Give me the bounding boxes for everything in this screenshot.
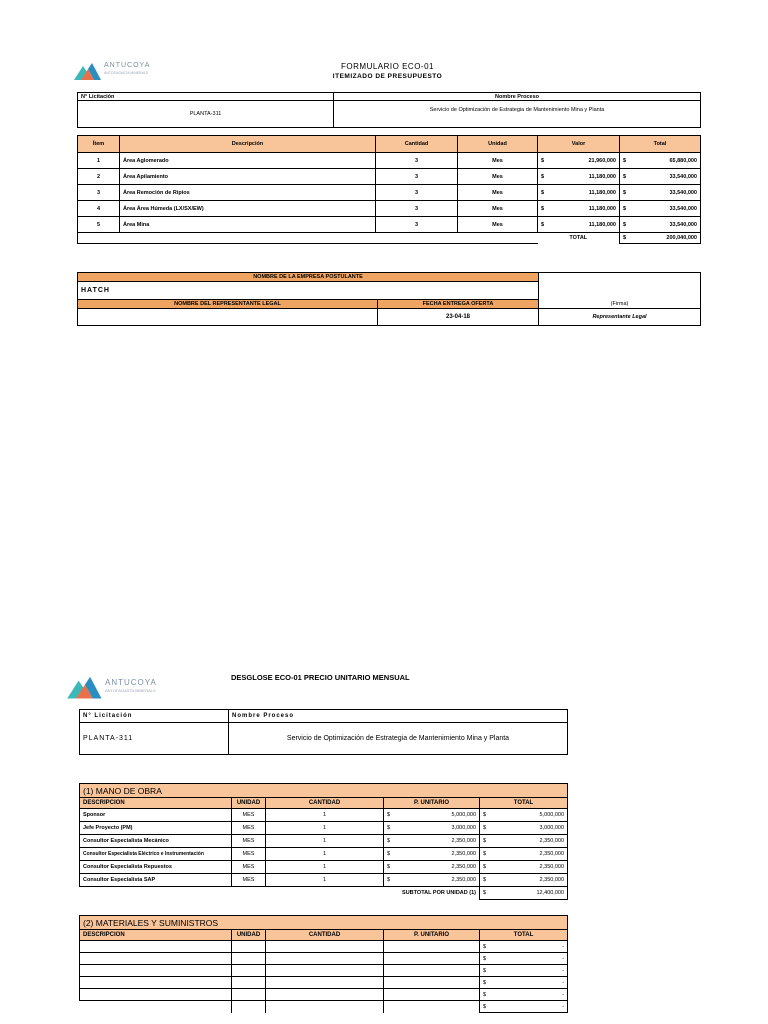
row-qty: 3 <box>376 201 458 217</box>
row-desc: Área Área Húmeda (LX/SX/EW) <box>120 201 376 217</box>
empresa-value: HATCH <box>78 282 539 300</box>
antucoya-logo-icon <box>67 673 103 701</box>
row-total: - <box>562 1003 565 1010</box>
licitacion-value: PLANTA-311 <box>78 101 334 128</box>
fecha-label: FECHA ENTREGA OFERTA <box>378 300 539 309</box>
row-qty: 1 <box>266 809 384 822</box>
row-qty: 1 <box>266 848 384 861</box>
row-qty: 1 <box>266 861 384 874</box>
header-unidad: UNIDAD <box>232 798 266 809</box>
row-total: 5,000,000 <box>539 812 565 818</box>
row-total: 33,540,000 <box>669 205 697 212</box>
row-pu: 5,000,000 <box>451 812 476 818</box>
row-desc: Jefe Proyecto (PM) <box>80 822 232 835</box>
currency-symbol: $ <box>623 173 627 180</box>
header-descripcion: Descripción <box>120 136 376 153</box>
proceso-label: Nombre Proceso <box>334 93 701 101</box>
table-row <box>78 201 701 217</box>
row-desc: Consultor Especialista Eléctrico e Instrumentación <box>80 848 232 861</box>
row-total: - <box>562 991 565 998</box>
total-label: TOTAL <box>538 233 620 244</box>
row-unit: Mes <box>458 185 538 201</box>
currency-symbol: $ <box>483 955 487 962</box>
logo-name: ANTUCOYA <box>105 678 157 687</box>
row-valor: 21,960,000 <box>588 157 616 164</box>
rep-value <box>78 309 378 326</box>
currency-symbol: $ <box>541 189 545 196</box>
header-total: TOTAL <box>480 798 568 809</box>
licitacion-table <box>77 92 701 128</box>
header-total: TOTAL <box>480 930 568 941</box>
row-qty: 3 <box>376 169 458 185</box>
row-unit: Mes <box>458 201 538 217</box>
currency-symbol: $ <box>623 157 627 164</box>
currency-symbol: $ <box>387 825 391 831</box>
row-total: 65,880,000 <box>669 157 697 164</box>
header-cantidad: Cantidad <box>376 136 458 153</box>
antucoya-logo-icon <box>74 60 102 82</box>
row-desc: Área Remoción de Ripios <box>120 185 376 201</box>
currency-symbol: $ <box>483 967 487 974</box>
empresa-table <box>77 272 701 326</box>
header-cantidad: CANTIDAD <box>266 798 384 809</box>
table-row <box>80 953 568 965</box>
mano-obra-header-row <box>80 798 568 809</box>
table-row <box>80 1001 568 1013</box>
table-row <box>80 861 568 874</box>
currency-symbol: $ <box>483 979 487 986</box>
row-unit: MES <box>232 874 266 887</box>
desglose-licitacion-table <box>79 709 568 755</box>
row-unit: MES <box>232 861 266 874</box>
row-desc: Área Mina <box>120 217 376 233</box>
row-item: 3 <box>78 185 120 201</box>
logo-name: ANTUCOYA <box>104 62 151 69</box>
currency-symbol: $ <box>483 838 487 844</box>
header-unidad: Unidad <box>458 136 538 153</box>
currency-symbol: $ <box>541 157 545 164</box>
row-total: - <box>562 955 565 962</box>
rep-label: NOMBRE DEL REPRESENTANTE LEGAL <box>78 300 378 309</box>
row-qty: 3 <box>376 217 458 233</box>
table-row <box>78 217 701 233</box>
currency-symbol: $ <box>387 838 391 844</box>
row-unit: MES <box>232 835 266 848</box>
row-total: - <box>562 967 565 974</box>
currency-symbol: $ <box>541 221 545 228</box>
row-unit: Mes <box>458 169 538 185</box>
empresa-label: NOMBRE DE LA EMPRESA POSTULANTE <box>78 273 539 282</box>
mano-obra-title: (1) MANO DE OBRA <box>80 784 568 798</box>
row-unit: MES <box>232 848 266 861</box>
currency-symbol: $ <box>483 825 487 831</box>
currency-symbol: $ <box>387 851 391 857</box>
licitacion-label: N° Licitación <box>80 710 229 723</box>
currency-symbol: $ <box>483 864 487 870</box>
row-desc: Sponsor <box>80 809 232 822</box>
row-unit: MES <box>232 809 266 822</box>
row-item: 5 <box>78 217 120 233</box>
header-cantidad: CANTIDAD <box>266 930 384 941</box>
header-p-unitario: P. UNITARIO <box>384 930 480 941</box>
currency-symbol: $ <box>387 877 391 883</box>
header-descripcion: DESCRIPCION <box>80 798 232 809</box>
table-row <box>80 989 568 1001</box>
items-table <box>77 135 701 244</box>
row-total: 2,350,000 <box>539 864 565 870</box>
desglose-title: DESGLOSE ECO-01 PRECIO UNITARIO MENSUAL <box>231 673 410 682</box>
row-pu: 2,350,000 <box>451 851 476 857</box>
row-total: 2,350,000 <box>539 877 565 883</box>
total-row <box>78 233 701 244</box>
subtotal-value: 12,400,000 <box>536 890 565 896</box>
proceso-label: Nombre Proceso <box>229 710 568 723</box>
header-item: Ítem <box>78 136 120 153</box>
currency-symbol: $ <box>541 173 545 180</box>
eco01-logo <box>74 60 164 82</box>
table-row <box>80 835 568 848</box>
table-row <box>80 874 568 887</box>
row-total: 2,350,000 <box>539 838 565 844</box>
row-item: 4 <box>78 201 120 217</box>
form-title: FORMULARIO ECO-01 <box>341 62 434 71</box>
total-value: 200,040,000 <box>666 235 697 241</box>
row-total: 33,540,000 <box>669 189 697 196</box>
row-qty: 3 <box>376 185 458 201</box>
table-row <box>80 965 568 977</box>
row-item: 2 <box>78 169 120 185</box>
row-total: 33,540,000 <box>669 173 697 180</box>
row-qty: 1 <box>266 822 384 835</box>
currency-symbol: $ <box>623 221 627 228</box>
row-valor: 11,180,000 <box>588 189 616 196</box>
row-qty: 1 <box>266 874 384 887</box>
row-total: 33,540,000 <box>669 221 697 228</box>
logo-subtitle: ANTOFAGASTA MINERALS <box>104 71 149 75</box>
currency-symbol: $ <box>387 864 391 870</box>
proceso-value: Servicio de Optimización de Estrategia de Mantenimiento Mina y Planta <box>334 101 701 128</box>
currency-symbol: $ <box>483 943 487 950</box>
row-desc: Área Aglomerado <box>120 153 376 169</box>
fecha-value: 23-04-18 <box>378 309 539 326</box>
table-row <box>78 185 701 201</box>
row-pu: 3,000,000 <box>451 825 476 831</box>
row-unit: MES <box>232 822 266 835</box>
row-pu: 2,350,000 <box>451 877 476 883</box>
row-total: - <box>562 979 565 986</box>
header-p-unitario: P. UNITARIO <box>384 798 480 809</box>
row-desc: Área Apilamiento <box>120 169 376 185</box>
subtotal-row <box>80 887 568 900</box>
currency-symbol: $ <box>623 189 627 196</box>
table-row <box>80 977 568 989</box>
desglose-logo <box>67 673 177 703</box>
row-desc: Consultor Especialista SAP <box>80 874 232 887</box>
row-total: - <box>562 943 565 950</box>
table-row <box>78 169 701 185</box>
items-header-row <box>78 136 701 153</box>
firma-label: (Firma) <box>539 300 701 309</box>
form-subtitle: ITEMIZADO DE PRESUPUESTO <box>332 73 443 80</box>
header-total: Total <box>620 136 701 153</box>
materiales-table <box>79 915 568 1013</box>
currency-symbol: $ <box>623 205 627 212</box>
firma-caption: Representante Legal <box>539 309 701 326</box>
table-row <box>80 941 568 953</box>
materiales-header-row <box>80 930 568 941</box>
logo-subtitle: ANTOFAGASTA MINERALS <box>105 688 156 693</box>
row-item: 1 <box>78 153 120 169</box>
mano-obra-table <box>79 783 568 900</box>
table-row <box>80 848 568 861</box>
row-desc: Consultor Especialista Repuestos <box>80 861 232 874</box>
currency-symbol: $ <box>483 812 487 818</box>
row-qty: 3 <box>376 153 458 169</box>
table-row <box>78 153 701 169</box>
row-valor: 11,180,000 <box>588 221 616 228</box>
row-valor: 11,180,000 <box>588 173 616 180</box>
header-descripcion: DESCRIPCION <box>80 930 232 941</box>
row-desc: Consultor Especialista Mecánico <box>80 835 232 848</box>
currency-symbol: $ <box>541 205 545 212</box>
row-pu: 2,350,000 <box>451 864 476 870</box>
currency-symbol: $ <box>483 890 487 896</box>
currency-symbol: $ <box>483 851 487 857</box>
materiales-title: (2) MATERIALES Y SUMINISTROS <box>80 916 568 930</box>
row-pu: 2,350,000 <box>451 838 476 844</box>
row-total: 2,350,000 <box>539 851 565 857</box>
row-total: 3,000,000 <box>539 825 565 831</box>
proceso-value: Servicio de Optimización de Estrategia de Mantenimiento Mina y Planta <box>229 723 568 755</box>
row-qty: 1 <box>266 835 384 848</box>
currency-symbol: $ <box>483 877 487 883</box>
licitacion-label: N° Licitación <box>78 93 334 101</box>
header-valor: Valor <box>538 136 620 153</box>
currency-symbol: $ <box>483 1003 487 1010</box>
subtotal-label: SUBTOTAL POR UNIDAD (1) <box>402 890 476 897</box>
row-unit: Mes <box>458 153 538 169</box>
currency-symbol: $ <box>387 812 391 818</box>
header-unidad: UNIDAD <box>232 930 266 941</box>
licitacion-value: PLANTA-311 <box>80 723 229 755</box>
table-row <box>80 809 568 822</box>
row-unit: Mes <box>458 217 538 233</box>
row-valor: 11,180,000 <box>588 205 616 212</box>
table-row <box>80 822 568 835</box>
currency-symbol: $ <box>623 235 627 241</box>
currency-symbol: $ <box>483 991 487 998</box>
